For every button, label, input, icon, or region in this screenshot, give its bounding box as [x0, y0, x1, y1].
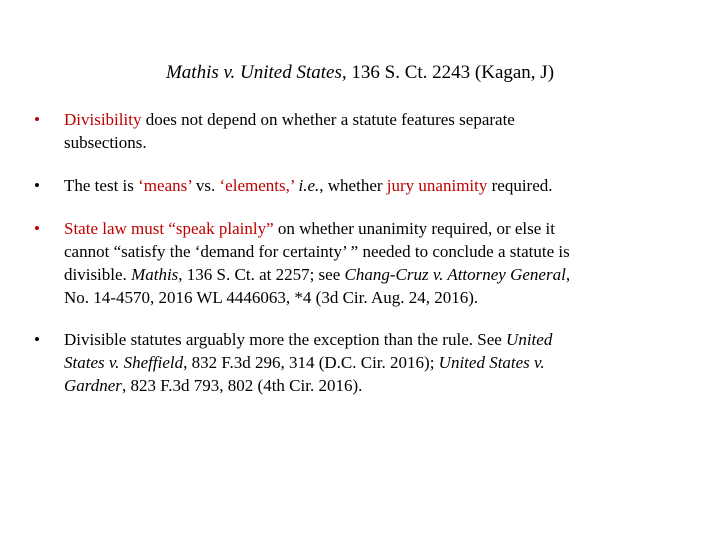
bullet-text: on whether unanimity required, or else it	[273, 219, 555, 238]
bullet-divisible-statutes	[34, 328, 674, 397]
term-elements: ‘elements,’	[219, 176, 295, 195]
term-divisibility: Divisibility	[64, 110, 142, 129]
bullet-text: vs.	[191, 176, 220, 195]
bullet-text: , whether	[319, 176, 387, 195]
term-speak-plainly: State law must “speak plainly”	[64, 219, 274, 238]
bullet-line	[64, 131, 674, 154]
case-gardner: United States v.	[438, 353, 545, 372]
bullet-text: does not depend on whether a statute features separate	[141, 110, 515, 129]
bullet-line	[64, 374, 674, 397]
case-gardner: Gardner	[64, 376, 122, 395]
abbrev-ie: i.e.	[298, 176, 320, 195]
bullet-text: divisible.	[64, 265, 132, 284]
bullet-line	[64, 351, 674, 374]
bullet-test	[34, 174, 674, 197]
bullet-text: Divisible statutes arguably more the exception than the rule. See	[64, 330, 507, 349]
case-sheffield: States v. Sheffield	[64, 353, 184, 372]
bullet-text: , 136 S. Ct. at 2257; see	[178, 265, 345, 284]
bullet-text: ,	[565, 265, 571, 284]
bullet-list	[34, 108, 674, 397]
bullet-text: The test is	[64, 176, 139, 195]
bullet-line	[64, 108, 674, 131]
case-chang-cruz: Chang-Cruz v. Attorney General	[344, 265, 566, 284]
bullet-icon: •	[34, 219, 40, 238]
slide-title	[0, 60, 720, 86]
bullet-line	[64, 217, 674, 240]
bullet-divisibility	[34, 108, 674, 154]
term-means: ‘means’	[138, 176, 192, 195]
case-name: Mathis v. United States,	[165, 62, 347, 83]
bullet-line	[64, 286, 674, 309]
bullet-text: cannot “satisfy the ‘demand for certainty’ ” needed to conclude a statute is	[64, 242, 570, 261]
bullet-text: , 823 F.3d 793, 802 (4th Cir. 2016).	[121, 376, 363, 395]
bullet-line	[64, 263, 674, 286]
bullet-icon: •	[34, 330, 40, 349]
bullet-line	[64, 328, 674, 351]
bullet-text: required.	[487, 176, 553, 195]
case-citation: 136 S. Ct. 2243 (Kagan, J)	[346, 62, 555, 83]
bullet-icon: •	[34, 110, 40, 129]
bullet-state-law	[34, 217, 674, 309]
case-sheffield: United	[506, 330, 553, 349]
bullet-text: No. 14-4570, 2016 WL 4446063, *4 (3d Cir. Aug. 24, 2016).	[64, 288, 479, 307]
bullet-icon: •	[34, 176, 40, 195]
case-mathis: Mathis	[131, 265, 179, 284]
bullet-line	[64, 174, 674, 197]
bullet-line	[64, 240, 674, 263]
term-jury-unanimity: jury unanimity	[386, 176, 488, 195]
bullet-text: subsections.	[64, 133, 147, 152]
bullet-text: , 832 F.3d 296, 314 (D.C. Cir. 2016);	[183, 353, 439, 372]
